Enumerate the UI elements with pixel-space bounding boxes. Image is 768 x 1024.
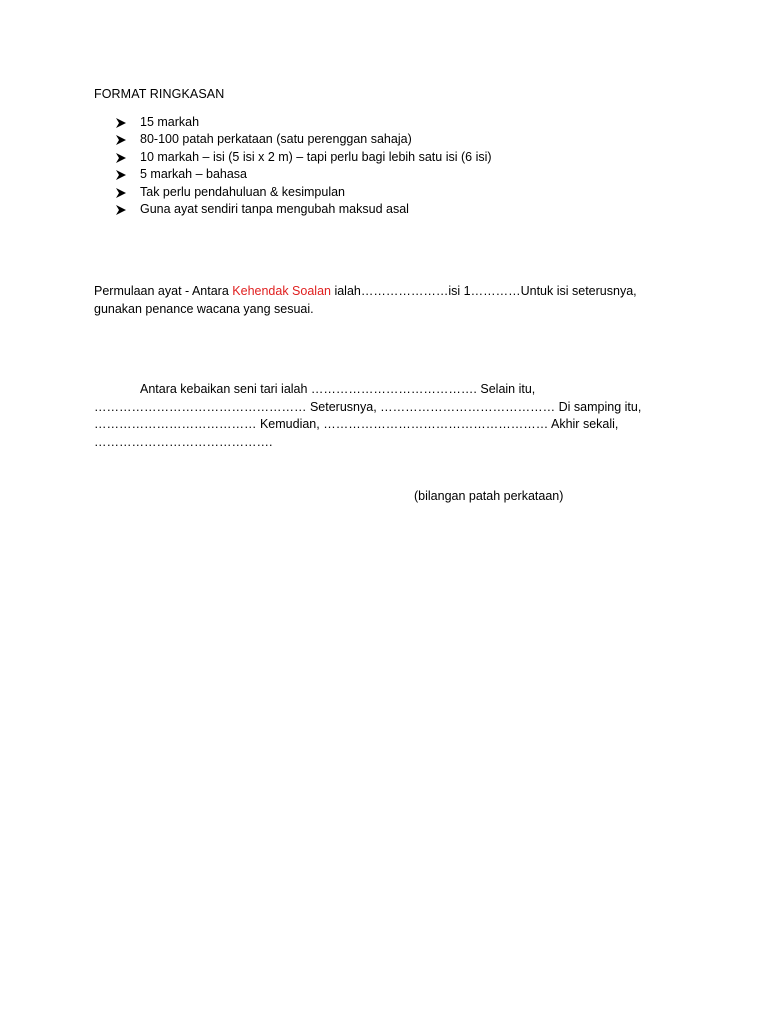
- arrow-bullet-icon: [116, 170, 126, 180]
- arrow-bullet-icon: [116, 153, 126, 163]
- list-item-text: 10 markah – isi (5 isi x 2 m) – tapi perlu bagi lebih satu isi (6 isi): [140, 149, 492, 164]
- list-item-text: Tak perlu pendahuluan & kesimpulan: [140, 184, 345, 199]
- intro-paragraph: [94, 283, 684, 318]
- arrow-bullet-icon: [116, 188, 126, 198]
- list-item-text: 15 markah: [140, 115, 200, 129]
- arrow-bullet-icon: [116, 118, 126, 128]
- list-item-text: 5 markah – bahasa: [140, 167, 248, 182]
- intro-text-before: Permulaan ayat - Antara: [94, 284, 233, 298]
- intro-text-after: ialah…………………isi 1…………Untuk isi seterusnya, gunakan penance wacana yang sesuai.: [94, 284, 637, 316]
- document-title: FORMAT RINGKASAN: [94, 87, 225, 101]
- word-count-note: (bilangan patah perkataan): [414, 489, 564, 503]
- list-item-text: 80-100 patah perkataan (satu perenggan sahaja): [140, 132, 412, 147]
- arrow-bullet-icon: [116, 205, 126, 215]
- template-paragraph: [94, 381, 684, 451]
- list-item-text: Guna ayat sendiri tanpa mengubah maksud asal: [140, 201, 409, 216]
- template-paragraph-text: Antara kebaikan seni tari ialah …………………………………. Selain itu, …………………………………………… Seterusnya, …………………………………… Di samping itu, ………………………………… Kemudian, ……………………………………………… Akhir sekali, …………………………………….: [94, 382, 642, 449]
- highlight-text: Kehendak Soalan: [232, 284, 331, 298]
- arrow-bullet-icon: [116, 135, 126, 145]
